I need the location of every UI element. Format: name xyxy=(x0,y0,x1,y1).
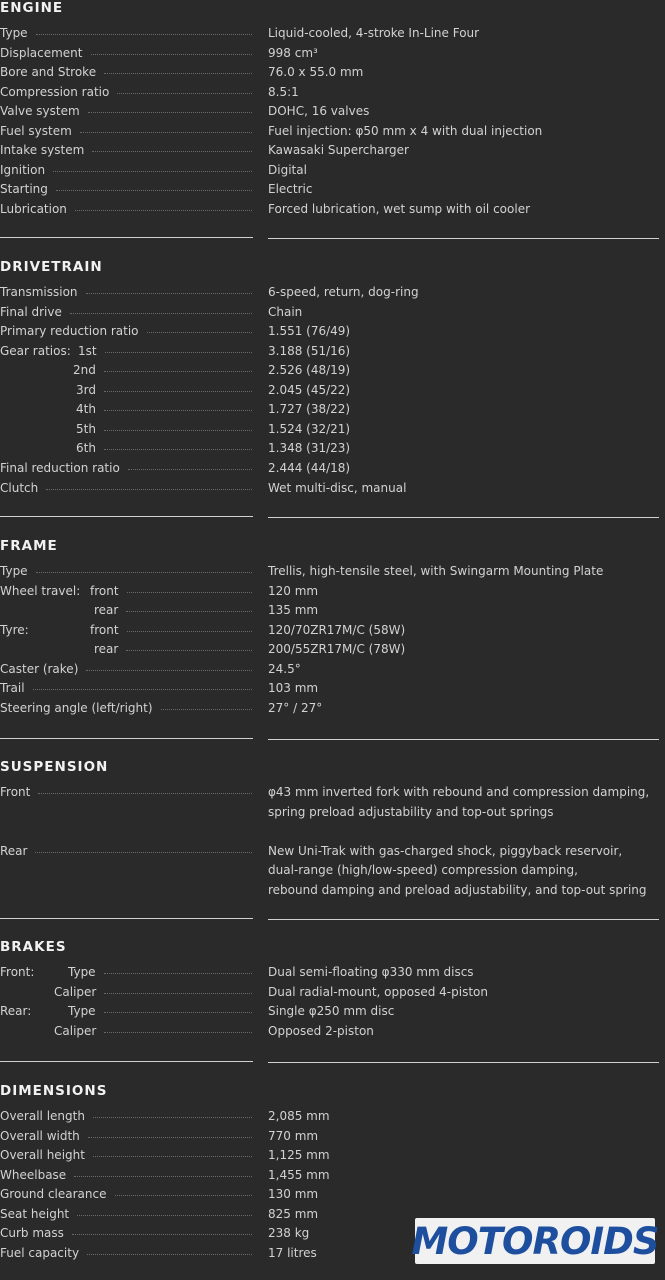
spec-label: Caster (rake) xyxy=(0,662,79,676)
spec-value: 3.188 (51/16) xyxy=(268,344,351,358)
divider xyxy=(268,238,659,239)
spec-label: Fuel system xyxy=(0,124,72,138)
spec-row xyxy=(0,621,665,640)
leader-dots xyxy=(77,1215,252,1216)
divider xyxy=(268,1062,659,1063)
spec-row xyxy=(0,783,665,802)
leader-dots xyxy=(93,1117,252,1118)
spec-group-label: Gear ratios: xyxy=(0,344,71,358)
spec-group-label: Tyre: xyxy=(0,623,29,637)
spec-value: 24.5° xyxy=(268,662,301,676)
leader-dots xyxy=(104,371,252,372)
divider xyxy=(0,738,253,739)
spec-value: 2.444 (44/18) xyxy=(268,461,351,475)
spec-label: Type xyxy=(68,965,96,979)
spec-label: Starting xyxy=(0,182,48,196)
spec-value: 27° / 27° xyxy=(268,701,323,715)
leader-dots xyxy=(93,1156,252,1157)
leader-dots xyxy=(35,852,252,853)
leader-dots xyxy=(91,54,253,55)
divider xyxy=(268,739,659,740)
leader-dots xyxy=(104,973,252,974)
spec-label: 6th xyxy=(76,441,96,455)
spec-row xyxy=(0,439,665,458)
leader-dots xyxy=(86,293,252,294)
spec-row xyxy=(0,122,665,141)
spec-label: Clutch xyxy=(0,481,39,495)
section-title: BRAKES xyxy=(0,939,67,955)
spec-label: Overall length xyxy=(0,1109,85,1123)
spec-row xyxy=(0,479,665,498)
divider xyxy=(268,919,659,920)
spec-label: Compression ratio xyxy=(0,85,110,99)
spec-label: Type xyxy=(68,1004,96,1018)
spec-label: Valve system xyxy=(0,104,80,118)
spec-row xyxy=(0,582,665,601)
leader-dots xyxy=(104,73,252,74)
section-title: FRAME xyxy=(0,538,58,554)
spec-label: Intake system xyxy=(0,143,85,157)
spec-row xyxy=(0,63,665,82)
spec-value: Electric xyxy=(268,182,313,196)
spec-row xyxy=(0,983,665,1002)
spec-row xyxy=(0,322,665,341)
spec-row xyxy=(0,342,665,361)
spec-label: Displacement xyxy=(0,46,83,60)
spec-value: spring preload adjustability and top-out springs xyxy=(268,805,554,819)
leader-dots xyxy=(33,689,252,690)
spec-row xyxy=(0,381,665,400)
spec-value: Dual radial-mount, opposed 4-piston xyxy=(268,985,488,999)
leader-dots xyxy=(126,650,252,651)
spec-label: Bore and Stroke xyxy=(0,65,97,79)
spec-row xyxy=(0,562,665,581)
spec-value: 1,455 mm xyxy=(268,1168,330,1182)
spec-row xyxy=(0,842,665,861)
spec-value: 76.0 x 55.0 mm xyxy=(268,65,364,79)
leader-dots xyxy=(104,449,252,450)
leader-dots xyxy=(126,611,252,612)
leader-dots xyxy=(36,34,252,35)
leader-dots xyxy=(74,1176,252,1177)
spec-value: 130 mm xyxy=(268,1187,319,1201)
spec-label: Final drive xyxy=(0,305,62,319)
divider xyxy=(0,237,253,238)
spec-value: 2,085 mm xyxy=(268,1109,330,1123)
leader-dots xyxy=(115,1195,253,1196)
spec-label: Rear xyxy=(0,844,28,858)
spec-label: 5th xyxy=(76,422,96,436)
leader-dots xyxy=(104,1012,252,1013)
spec-row xyxy=(0,1146,665,1165)
spec-row xyxy=(0,640,665,659)
watermark-text: MOTOROIDS xyxy=(411,1219,659,1263)
spec-value: Wet multi-disc, manual xyxy=(268,481,407,495)
divider xyxy=(0,918,253,919)
spec-row xyxy=(0,459,665,478)
spec-value: 1.348 (31/23) xyxy=(268,441,351,455)
spec-value: 120 mm xyxy=(268,584,319,598)
spec-label: Seat height xyxy=(0,1207,70,1221)
spec-label: Ground clearance xyxy=(0,1187,107,1201)
spec-value: Trellis, high-tensile steel, with Swingarm Mounting Plate xyxy=(268,564,604,578)
spec-row xyxy=(0,180,665,199)
leader-dots xyxy=(46,489,252,490)
spec-row xyxy=(0,660,665,679)
spec-value: 120/70ZR17M/C (58W) xyxy=(268,623,406,637)
spec-row xyxy=(0,963,665,982)
spec-row xyxy=(0,1002,665,1021)
leader-dots xyxy=(105,352,252,353)
leader-dots xyxy=(38,793,252,794)
spec-value: Dual semi-floating φ330 mm discs xyxy=(268,965,474,979)
leader-dots xyxy=(56,190,252,191)
spec-row xyxy=(0,601,665,620)
section-title: DRIVETRAIN xyxy=(0,259,103,275)
spec-row xyxy=(0,303,665,322)
spec-label: rear xyxy=(94,603,119,617)
leader-dots xyxy=(104,993,252,994)
leader-dots xyxy=(104,1032,252,1033)
spec-label: Primary reduction ratio xyxy=(0,324,139,338)
spec-label: Curb mass xyxy=(0,1226,64,1240)
spec-label: 1st xyxy=(78,344,97,358)
spec-value: Chain xyxy=(268,305,303,319)
spec-row xyxy=(0,102,665,121)
spec-row xyxy=(0,24,665,43)
spec-label: 2nd xyxy=(73,363,96,377)
leader-dots xyxy=(36,572,252,573)
spec-label: Type xyxy=(0,564,28,578)
spec-row xyxy=(0,200,665,219)
spec-label: Final reduction ratio xyxy=(0,461,120,475)
spec-value: 1.551 (76/49) xyxy=(268,324,351,338)
spec-label: Ignition xyxy=(0,163,46,177)
spec-label: Overall width xyxy=(0,1129,80,1143)
spec-value: 135 mm xyxy=(268,603,319,617)
spec-row xyxy=(0,400,665,419)
section-title: SUSPENSION xyxy=(0,759,109,775)
leader-dots xyxy=(147,332,252,333)
spec-row-continued xyxy=(0,881,665,900)
spec-label: front xyxy=(90,584,119,598)
spec-row xyxy=(0,699,665,718)
spec-group-label: Rear: xyxy=(0,1004,32,1018)
spec-label: Fuel capacity xyxy=(0,1246,80,1260)
spec-row-continued xyxy=(0,803,665,822)
divider xyxy=(0,516,253,517)
spec-value: Fuel injection: φ50 mm x 4 with dual injection xyxy=(268,124,543,138)
spec-row xyxy=(0,1127,665,1146)
spec-row xyxy=(0,83,665,102)
spec-value: 2.045 (45/22) xyxy=(268,383,351,397)
spec-label: 4th xyxy=(76,402,96,416)
spec-value: 1.727 (38/22) xyxy=(268,402,351,416)
spec-value: 825 mm xyxy=(268,1207,319,1221)
spec-value: dual-range (high/low-speed) compression damping, xyxy=(268,863,578,877)
spec-label: front xyxy=(90,623,119,637)
spec-value: Forced lubrication, wet sump with oil cooler xyxy=(268,202,531,216)
spec-value: Liquid-cooled, 4-stroke In-Line Four xyxy=(268,26,480,40)
spec-value: DOHC, 16 valves xyxy=(268,104,370,118)
section-title: ENGINE xyxy=(0,0,64,16)
spec-row xyxy=(0,361,665,380)
spec-label: Caliper xyxy=(54,985,97,999)
spec-group-label: Front: xyxy=(0,965,35,979)
leader-dots xyxy=(75,210,252,211)
spec-value: φ43 mm inverted fork with rebound and compression damping, xyxy=(268,785,650,799)
section-title: DIMENSIONS xyxy=(0,1083,108,1099)
divider xyxy=(268,517,659,518)
spec-value: Kawasaki Supercharger xyxy=(268,143,409,157)
spec-row xyxy=(0,679,665,698)
spec-value: 770 mm xyxy=(268,1129,319,1143)
leader-dots xyxy=(88,112,252,113)
leader-dots xyxy=(128,469,252,470)
leader-dots xyxy=(53,171,252,172)
spec-row xyxy=(0,1166,665,1185)
leader-dots xyxy=(127,592,252,593)
spec-value: 1,125 mm xyxy=(268,1148,330,1162)
spec-value: 103 mm xyxy=(268,681,319,695)
spec-value: 1.524 (32/21) xyxy=(268,422,351,436)
leader-dots xyxy=(87,1254,252,1255)
spec-label: Type xyxy=(0,26,28,40)
spec-row xyxy=(0,161,665,180)
spec-value: New Uni-Trak with gas-charged shock, piggyback reservoir, xyxy=(268,844,623,858)
spec-row xyxy=(0,1107,665,1126)
spec-value: 200/55ZR17M/C (78W) xyxy=(268,642,406,656)
spec-value: 998 cm³ xyxy=(268,46,318,60)
spec-label: Transmission xyxy=(0,285,78,299)
spec-value: 238 kg xyxy=(268,1226,310,1240)
spec-group-label: Wheel travel: xyxy=(0,584,81,598)
spec-label: Lubrication xyxy=(0,202,67,216)
leader-dots xyxy=(88,1137,252,1138)
leader-dots xyxy=(104,391,252,392)
spec-value: 8.5:1 xyxy=(268,85,299,99)
leader-dots xyxy=(72,1234,252,1235)
spec-row xyxy=(0,141,665,160)
spec-value: 6-speed, return, dog-ring xyxy=(268,285,419,299)
spec-value: Opposed 2-piston xyxy=(268,1024,374,1038)
spec-label: Overall height xyxy=(0,1148,85,1162)
spec-row-continued xyxy=(0,861,665,880)
spec-value: 17 litres xyxy=(268,1246,317,1260)
spec-row xyxy=(0,1022,665,1041)
leader-dots xyxy=(127,631,252,632)
leader-dots xyxy=(92,151,252,152)
spec-label: Trail xyxy=(0,681,25,695)
spec-label: Wheelbase xyxy=(0,1168,67,1182)
leader-dots xyxy=(80,132,252,133)
leader-dots xyxy=(104,430,252,431)
leader-dots xyxy=(104,410,252,411)
leader-dots xyxy=(117,93,252,94)
spec-label: Caliper xyxy=(54,1024,97,1038)
leader-dots xyxy=(161,709,252,710)
spec-row xyxy=(0,1185,665,1204)
spec-label: rear xyxy=(94,642,119,656)
spec-label: Front xyxy=(0,785,31,799)
watermark-logo xyxy=(411,1218,659,1264)
spec-label: 3rd xyxy=(76,383,96,397)
divider xyxy=(0,1061,253,1062)
spec-value: rebound damping and preload adjustability, and top-out spring xyxy=(268,883,647,897)
spec-value: Single φ250 mm disc xyxy=(268,1004,395,1018)
spec-row xyxy=(0,283,665,302)
leader-dots xyxy=(86,670,252,671)
spec-row xyxy=(0,420,665,439)
spec-value: 2.526 (48/19) xyxy=(268,363,351,377)
spec-row xyxy=(0,44,665,63)
leader-dots xyxy=(70,313,252,314)
spec-value: Digital xyxy=(268,163,307,177)
spec-label: Steering angle (left/right) xyxy=(0,701,153,715)
